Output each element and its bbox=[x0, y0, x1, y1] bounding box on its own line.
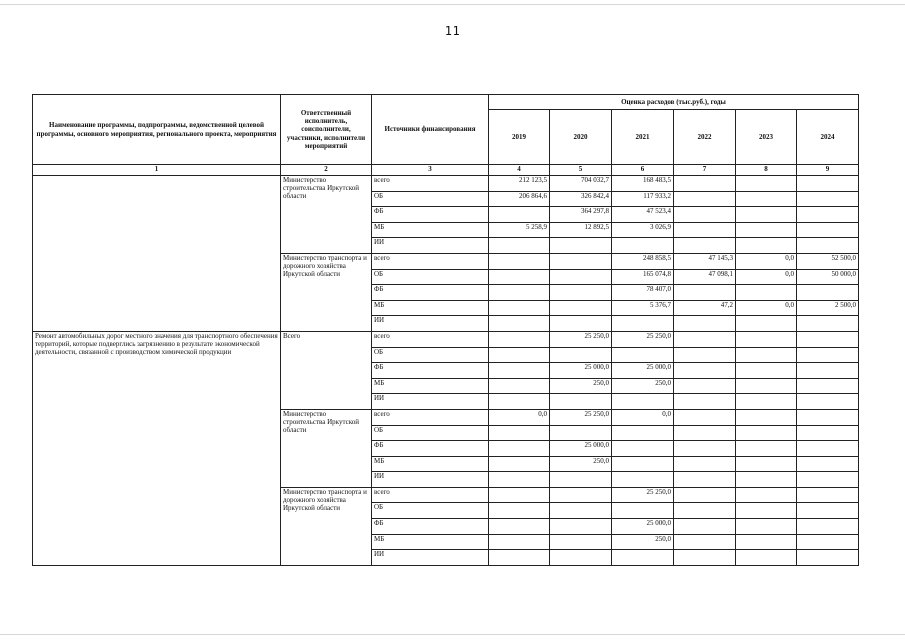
amount-cell bbox=[612, 394, 674, 410]
amount-cell bbox=[674, 285, 736, 301]
amount-cell bbox=[550, 487, 612, 503]
column-index: 8 bbox=[736, 165, 797, 176]
amount-cell: 0,0 bbox=[612, 409, 674, 425]
amount-cell bbox=[797, 207, 859, 223]
amount-cell bbox=[674, 550, 736, 566]
amount-cell: 78 407,0 bbox=[612, 285, 674, 301]
table-row bbox=[33, 176, 859, 192]
amount-cell bbox=[489, 487, 550, 503]
amount-cell bbox=[674, 503, 736, 519]
amount-cell: 25 000,0 bbox=[612, 519, 674, 535]
amount-cell bbox=[550, 316, 612, 332]
funding-source-cell: всего bbox=[372, 331, 489, 347]
amount-cell bbox=[550, 519, 612, 535]
amount-cell bbox=[550, 238, 612, 254]
amount-cell: 704 032,7 bbox=[550, 176, 612, 192]
amount-cell bbox=[489, 534, 550, 550]
amount-cell bbox=[489, 472, 550, 488]
amount-cell bbox=[797, 550, 859, 566]
amount-cell: 165 074,8 bbox=[612, 269, 674, 285]
column-index: 6 bbox=[612, 165, 674, 176]
amount-cell bbox=[797, 394, 859, 410]
amount-cell bbox=[674, 425, 736, 441]
amount-cell bbox=[489, 550, 550, 566]
column-index: 3 bbox=[372, 165, 489, 176]
table-row bbox=[33, 331, 859, 347]
amount-cell bbox=[736, 176, 797, 192]
header-name-cell: Наименование программы, подпрограммы, ведомственной целевой программы, основного мероприятия, регионального проекта, мероприятия bbox=[33, 95, 281, 165]
amount-cell bbox=[674, 238, 736, 254]
amount-cell bbox=[736, 316, 797, 332]
amount-cell bbox=[674, 331, 736, 347]
amount-cell bbox=[736, 472, 797, 488]
amount-cell bbox=[797, 441, 859, 457]
amount-cell bbox=[674, 176, 736, 192]
amount-cell bbox=[736, 331, 797, 347]
amount-cell: 326 842,4 bbox=[550, 191, 612, 207]
funding-source-cell: всего bbox=[372, 409, 489, 425]
amount-cell bbox=[736, 409, 797, 425]
amount-cell: 47 098,1 bbox=[674, 269, 736, 285]
amount-cell bbox=[489, 316, 550, 332]
amount-cell bbox=[550, 394, 612, 410]
amount-cell: 117 933,2 bbox=[612, 191, 674, 207]
amount-cell bbox=[736, 425, 797, 441]
amount-cell bbox=[736, 207, 797, 223]
amount-cell bbox=[736, 222, 797, 238]
funding-source-cell: ИИ bbox=[372, 238, 489, 254]
header-year: 2024 bbox=[797, 110, 859, 165]
amount-cell bbox=[674, 409, 736, 425]
budget-table bbox=[32, 94, 859, 566]
funding-source-cell: всего bbox=[372, 487, 489, 503]
amount-cell bbox=[550, 503, 612, 519]
funding-source-cell: ОБ bbox=[372, 347, 489, 363]
amount-cell bbox=[736, 456, 797, 472]
funding-source-cell: ФБ bbox=[372, 285, 489, 301]
amount-cell bbox=[797, 331, 859, 347]
measure-name-cell: Ремонт автомобильных дорог местного значения для транспортного обеспечения территорий, которые подверглись загрязнению в результате экономической деятельности, связанной с производством химической продукции bbox=[33, 331, 281, 565]
column-index: 9 bbox=[797, 165, 859, 176]
scan-artifact-top bbox=[0, 4, 905, 5]
amount-cell bbox=[674, 347, 736, 363]
amount-cell bbox=[489, 441, 550, 457]
measure-name-cell bbox=[33, 176, 281, 332]
funding-source-cell: ИИ bbox=[372, 394, 489, 410]
amount-cell bbox=[736, 394, 797, 410]
amount-cell bbox=[612, 550, 674, 566]
amount-cell: 0,0 bbox=[736, 253, 797, 269]
amount-cell bbox=[550, 285, 612, 301]
header-source-cell: Источники финансирования bbox=[372, 95, 489, 165]
executor-cell: Министерство строительства Иркутской области bbox=[281, 409, 372, 487]
amount-cell bbox=[797, 222, 859, 238]
amount-cell bbox=[489, 425, 550, 441]
amount-cell: 50 000,0 bbox=[797, 269, 859, 285]
funding-source-cell: ОБ bbox=[372, 503, 489, 519]
amount-cell bbox=[674, 222, 736, 238]
amount-cell bbox=[489, 253, 550, 269]
amount-cell bbox=[489, 285, 550, 301]
amount-cell bbox=[797, 285, 859, 301]
funding-source-cell: ИИ bbox=[372, 550, 489, 566]
amount-cell bbox=[550, 269, 612, 285]
amount-cell bbox=[489, 347, 550, 363]
amount-cell bbox=[612, 347, 674, 363]
amount-cell bbox=[797, 176, 859, 192]
amount-cell bbox=[736, 238, 797, 254]
amount-cell bbox=[736, 441, 797, 457]
funding-source-cell: ФБ bbox=[372, 207, 489, 223]
amount-cell bbox=[797, 316, 859, 332]
amount-cell: 2 500,0 bbox=[797, 300, 859, 316]
header-year: 2020 bbox=[550, 110, 612, 165]
funding-source-cell: ИИ bbox=[372, 316, 489, 332]
amount-cell bbox=[612, 425, 674, 441]
executor-cell: Всего bbox=[281, 331, 372, 409]
funding-source-cell: ОБ bbox=[372, 191, 489, 207]
amount-cell bbox=[674, 456, 736, 472]
funding-source-cell: ИИ bbox=[372, 472, 489, 488]
header-year: 2021 bbox=[612, 110, 674, 165]
amount-cell bbox=[797, 425, 859, 441]
amount-cell bbox=[674, 487, 736, 503]
header-year: 2022 bbox=[674, 110, 736, 165]
amount-cell bbox=[550, 534, 612, 550]
amount-cell: 25 250,0 bbox=[550, 331, 612, 347]
amount-cell bbox=[797, 378, 859, 394]
amount-cell: 25 250,0 bbox=[612, 487, 674, 503]
amount-cell: 250,0 bbox=[612, 378, 674, 394]
amount-cell: 52 500,0 bbox=[797, 253, 859, 269]
amount-cell bbox=[489, 269, 550, 285]
amount-cell bbox=[797, 503, 859, 519]
header-year: 2019 bbox=[489, 110, 550, 165]
amount-cell bbox=[489, 238, 550, 254]
funding-source-cell: ФБ bbox=[372, 441, 489, 457]
column-index: 5 bbox=[550, 165, 612, 176]
column-index: 1 bbox=[33, 165, 281, 176]
amount-cell bbox=[489, 378, 550, 394]
amount-cell bbox=[736, 378, 797, 394]
amount-cell bbox=[797, 191, 859, 207]
header-estimate-cell: Оценка расходов (тыс.руб.), годы bbox=[489, 95, 859, 110]
amount-cell bbox=[736, 519, 797, 535]
funding-source-cell: МБ bbox=[372, 300, 489, 316]
amount-cell bbox=[674, 363, 736, 379]
funding-source-cell: ФБ bbox=[372, 519, 489, 535]
funding-source-cell: всего bbox=[372, 253, 489, 269]
amount-cell bbox=[797, 487, 859, 503]
amount-cell bbox=[489, 519, 550, 535]
amount-cell bbox=[489, 394, 550, 410]
amount-cell: 25 000,0 bbox=[612, 363, 674, 379]
amount-cell bbox=[612, 472, 674, 488]
amount-cell bbox=[736, 487, 797, 503]
amount-cell bbox=[674, 378, 736, 394]
amount-cell bbox=[736, 347, 797, 363]
amount-cell bbox=[736, 363, 797, 379]
executor-cell: Министерство транспорта и дорожного хозяйства Иркутской области bbox=[281, 253, 372, 331]
amount-cell: 250,0 bbox=[550, 378, 612, 394]
amount-cell bbox=[797, 363, 859, 379]
amount-cell bbox=[674, 191, 736, 207]
funding-source-cell: МБ bbox=[372, 378, 489, 394]
amount-cell bbox=[736, 285, 797, 301]
amount-cell bbox=[797, 472, 859, 488]
amount-cell: 250,0 bbox=[550, 456, 612, 472]
amount-cell bbox=[612, 456, 674, 472]
funding-source-cell: ОБ bbox=[372, 269, 489, 285]
amount-cell: 0,0 bbox=[736, 269, 797, 285]
amount-cell: 12 892,5 bbox=[550, 222, 612, 238]
funding-source-cell: ФБ bbox=[372, 363, 489, 379]
amount-cell bbox=[797, 456, 859, 472]
amount-cell bbox=[489, 503, 550, 519]
funding-source-cell: всего bbox=[372, 176, 489, 192]
funding-source-cell: МБ bbox=[372, 456, 489, 472]
amount-cell bbox=[736, 191, 797, 207]
executor-cell: Министерство строительства Иркутской области bbox=[281, 176, 372, 254]
amount-cell bbox=[550, 300, 612, 316]
budget-table-body bbox=[33, 176, 859, 566]
amount-cell: 0,0 bbox=[489, 409, 550, 425]
column-index: 7 bbox=[674, 165, 736, 176]
header-executor-cell: Ответственный исполнитель, соисполнители, участники, исполнители мероприятий bbox=[281, 95, 372, 165]
amount-cell bbox=[489, 456, 550, 472]
amount-cell bbox=[489, 207, 550, 223]
amount-cell bbox=[550, 425, 612, 441]
amount-cell bbox=[797, 534, 859, 550]
amount-cell: 364 297,8 bbox=[550, 207, 612, 223]
amount-cell bbox=[612, 238, 674, 254]
column-index: 4 bbox=[489, 165, 550, 176]
amount-cell: 5 258,9 bbox=[489, 222, 550, 238]
amount-cell bbox=[674, 441, 736, 457]
amount-cell bbox=[550, 550, 612, 566]
amount-cell: 212 123,5 bbox=[489, 176, 550, 192]
amount-cell bbox=[550, 253, 612, 269]
amount-cell: 25 250,0 bbox=[550, 409, 612, 425]
scan-artifact-bottom bbox=[0, 634, 905, 635]
amount-cell bbox=[612, 316, 674, 332]
amount-cell bbox=[736, 503, 797, 519]
amount-cell: 206 864,6 bbox=[489, 191, 550, 207]
amount-cell bbox=[736, 534, 797, 550]
amount-cell bbox=[797, 409, 859, 425]
amount-cell: 168 483,5 bbox=[612, 176, 674, 192]
amount-cell: 250,0 bbox=[612, 534, 674, 550]
amount-cell bbox=[612, 441, 674, 457]
amount-cell bbox=[674, 316, 736, 332]
page-number: 11 bbox=[444, 24, 461, 38]
amount-cell bbox=[797, 347, 859, 363]
amount-cell: 47 145,3 bbox=[674, 253, 736, 269]
amount-cell bbox=[674, 519, 736, 535]
funding-source-cell: МБ bbox=[372, 222, 489, 238]
amount-cell bbox=[489, 363, 550, 379]
amount-cell bbox=[489, 331, 550, 347]
amount-cell: 25 000,0 bbox=[550, 363, 612, 379]
amount-cell bbox=[674, 472, 736, 488]
amount-cell: 0,0 bbox=[736, 300, 797, 316]
amount-cell: 5 376,7 bbox=[612, 300, 674, 316]
amount-cell bbox=[797, 519, 859, 535]
amount-cell bbox=[736, 550, 797, 566]
funding-source-cell: МБ bbox=[372, 534, 489, 550]
executor-cell: Министерство транспорта и дорожного хозяйства Иркутской области bbox=[281, 487, 372, 565]
amount-cell: 25 250,0 bbox=[612, 331, 674, 347]
amount-cell bbox=[674, 534, 736, 550]
amount-cell: 47 523,4 bbox=[612, 207, 674, 223]
funding-source-cell: ОБ bbox=[372, 425, 489, 441]
amount-cell bbox=[797, 238, 859, 254]
column-index: 2 bbox=[281, 165, 372, 176]
amount-cell: 248 858,5 bbox=[612, 253, 674, 269]
amount-cell bbox=[489, 300, 550, 316]
amount-cell bbox=[550, 472, 612, 488]
amount-cell bbox=[674, 394, 736, 410]
amount-cell bbox=[550, 347, 612, 363]
amount-cell: 47,2 bbox=[674, 300, 736, 316]
header-year: 2023 bbox=[736, 110, 797, 165]
amount-cell: 25 000,0 bbox=[550, 441, 612, 457]
amount-cell: 3 026,9 bbox=[612, 222, 674, 238]
amount-cell bbox=[674, 207, 736, 223]
amount-cell bbox=[612, 503, 674, 519]
